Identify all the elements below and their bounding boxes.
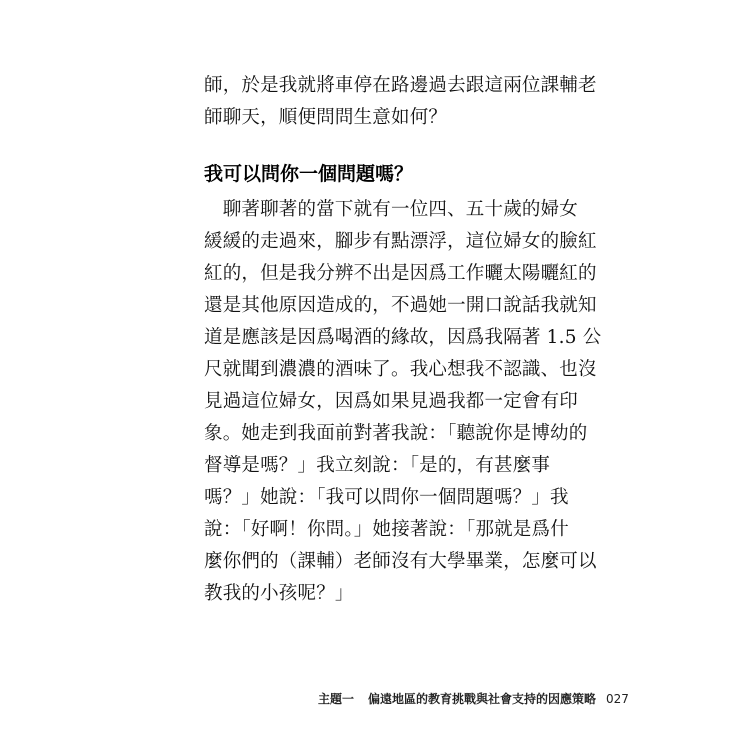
running-footer	[318, 690, 629, 708]
text-line: 緩緩的走過來，腳步有點漂浮，這位婦女的臉紅	[204, 231, 597, 252]
text-line: 師，於是我就將車停在路邊過去跟這兩位課輔老	[204, 75, 597, 96]
text-line: 嗎？」她說：「我可以問你一個問題嗎？」我	[204, 487, 569, 508]
page-number: 027	[606, 692, 629, 706]
text-line: 見過這位婦女，因爲如果見過我都一定會有印	[204, 391, 579, 412]
text-line: 紅的，但是我分辨不出是因爲工作曬太陽曬紅的	[204, 263, 597, 284]
opening-paragraph	[204, 70, 597, 134]
section-heading: 我可以問你一個問題嗎？	[204, 163, 414, 185]
section-paragraph	[204, 194, 602, 610]
text-line: 還是其他原因造成的，不過她一開口說話我就知	[204, 295, 597, 316]
text-line: 師聊天，順便問問生意如何？	[204, 107, 448, 128]
text-line: 說：「好啊！你問。」她接著說：「那就是爲什	[204, 519, 569, 540]
text-line: 聊著聊著的當下就有一位四、五十歲的婦女	[204, 199, 579, 220]
text-line: 督導是嗎？」我立刻說：「是的，有甚麼事	[204, 455, 551, 476]
text-line: 教我的小孩呢？」	[204, 583, 354, 604]
text-line: 尺就聞到濃濃的酒味了。我心想我不認識、也沒	[204, 359, 597, 380]
footer-title: 偏遠地區的教育挑戰與社會支持的因應策略	[368, 692, 597, 706]
text-line: 道是應該是因爲喝酒的緣故，因爲我隔著 1.5 公	[204, 327, 602, 348]
footer-chapter: 主題一	[318, 692, 355, 706]
text-line: 麼你們的（課輔）老師沒有大學畢業，怎麼可以	[204, 551, 597, 572]
text-line: 象。她走到我面前對著我說：「聽說你是博幼的	[204, 423, 588, 444]
